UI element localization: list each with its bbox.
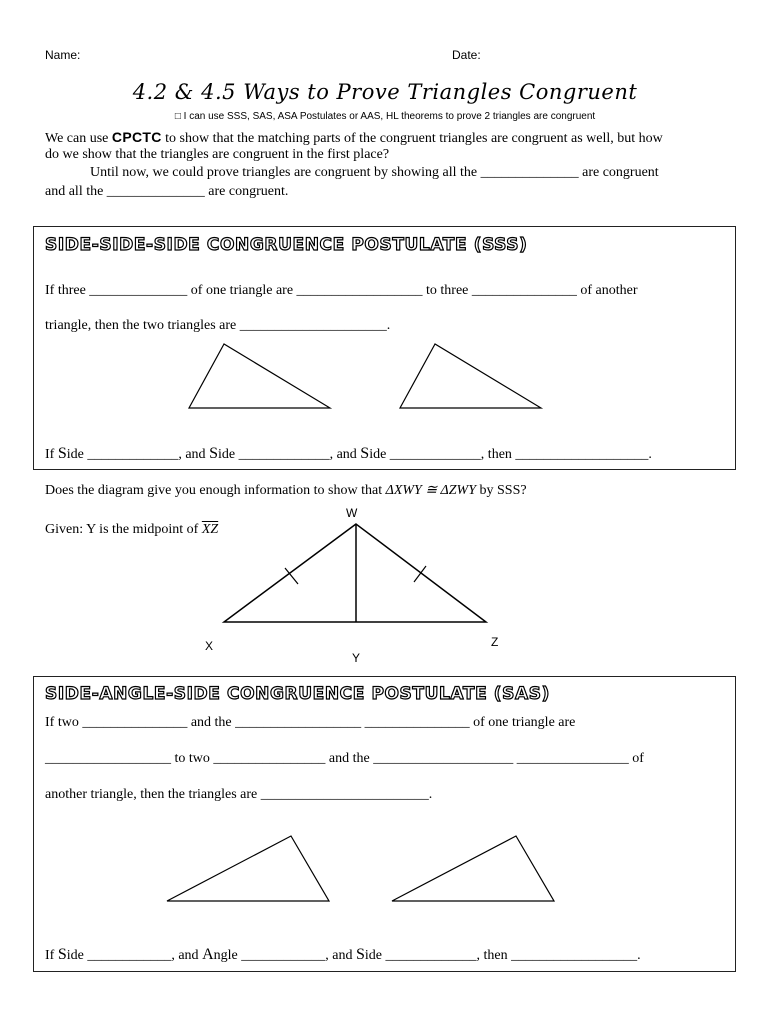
sas-line-2: __________________ to two ________________ and the ____________________ ________________ of <box>45 751 644 766</box>
sas-letter-a: A <box>202 946 214 963</box>
label-x: X <box>205 639 214 653</box>
intro-line-2: do we show that the triangles are congruent in the first place? <box>45 147 390 162</box>
given-text: Given: Y is the midpoint of <box>45 522 199 537</box>
sas-fill-side-1: ide ____________, and <box>66 948 203 963</box>
sas-line-3: another triangle, then the triangles are ________________________. <box>45 787 433 802</box>
sss-letter-s2: S <box>209 445 218 462</box>
intro-line-1-end: to show that the matching parts of the congruent triangles are congruent as well, but how <box>165 131 663 146</box>
sas-triangle-left <box>167 836 329 901</box>
intro-line-4: and all the ______________ are congruent. <box>45 184 289 199</box>
sas-fill-side-2: ide _____________, then __________________. <box>364 948 641 963</box>
cpctc-term: CPCTC <box>111 129 162 145</box>
label-z: Z <box>491 635 499 649</box>
page-title: 4.2 & 4.5 Ways to Prove Triangles Congruent <box>132 80 638 104</box>
sss-letter-s3: S <box>360 445 370 462</box>
sas-fill-line <box>45 946 641 964</box>
sas-letter-s2: S <box>355 946 365 963</box>
sas-title: SIDE-ANGLE-SIDE CONGRUENCE POSTULATE (SAS) <box>45 684 550 704</box>
question-suffix: by SSS? <box>479 483 527 498</box>
sss-title: SIDE-SIDE-SIDE CONGRUENCE POSTULATE (SSS) <box>45 235 528 255</box>
question-text: Does the diagram give you enough information to show that <box>45 483 383 498</box>
sas-triangle-right <box>392 836 554 901</box>
sss-fill-side-2: ide _____________, and <box>217 447 361 462</box>
learning-target: □ I can use SSS, SAS, ASA Postulates or AAS, HL theorems to prove 2 triangles are congruent <box>174 111 596 122</box>
sss-fill-if: If <box>45 447 58 462</box>
intro-line-1-start: We can use <box>45 131 109 146</box>
date-label: Date: <box>452 48 481 62</box>
sss-fill-side-3: ide _____________, then ___________________. <box>369 447 652 462</box>
sss-line-2: triangle, then the two triangles are _____________________. <box>45 318 391 333</box>
sas-letter-s1: S <box>57 946 67 963</box>
congruence-statement: ΔXWY ≅ ΔZWY <box>385 483 477 498</box>
name-label: Name: <box>45 48 81 62</box>
label-y: Y <box>352 651 361 665</box>
label-w: W <box>346 506 358 520</box>
sss-fill-side-1: ide _____________, and <box>66 447 210 462</box>
sas-fill-angle: ngle ____________, and <box>213 948 356 963</box>
sss-letter-s1: S <box>57 445 67 462</box>
segment-xz: $\overline{XZ}$ <box>201 522 219 537</box>
intro-line-3: Until now, we could prove triangles are congruent by showing all the ______________ are congruent <box>90 165 659 180</box>
sas-fill-if: If <box>45 948 58 963</box>
sas-line-1: If two _______________ and the __________________ _______________ of one triangle are <box>45 715 576 730</box>
sss-line-1: If three ______________ of one triangle are __________________ to three _______________ of another <box>45 283 638 298</box>
